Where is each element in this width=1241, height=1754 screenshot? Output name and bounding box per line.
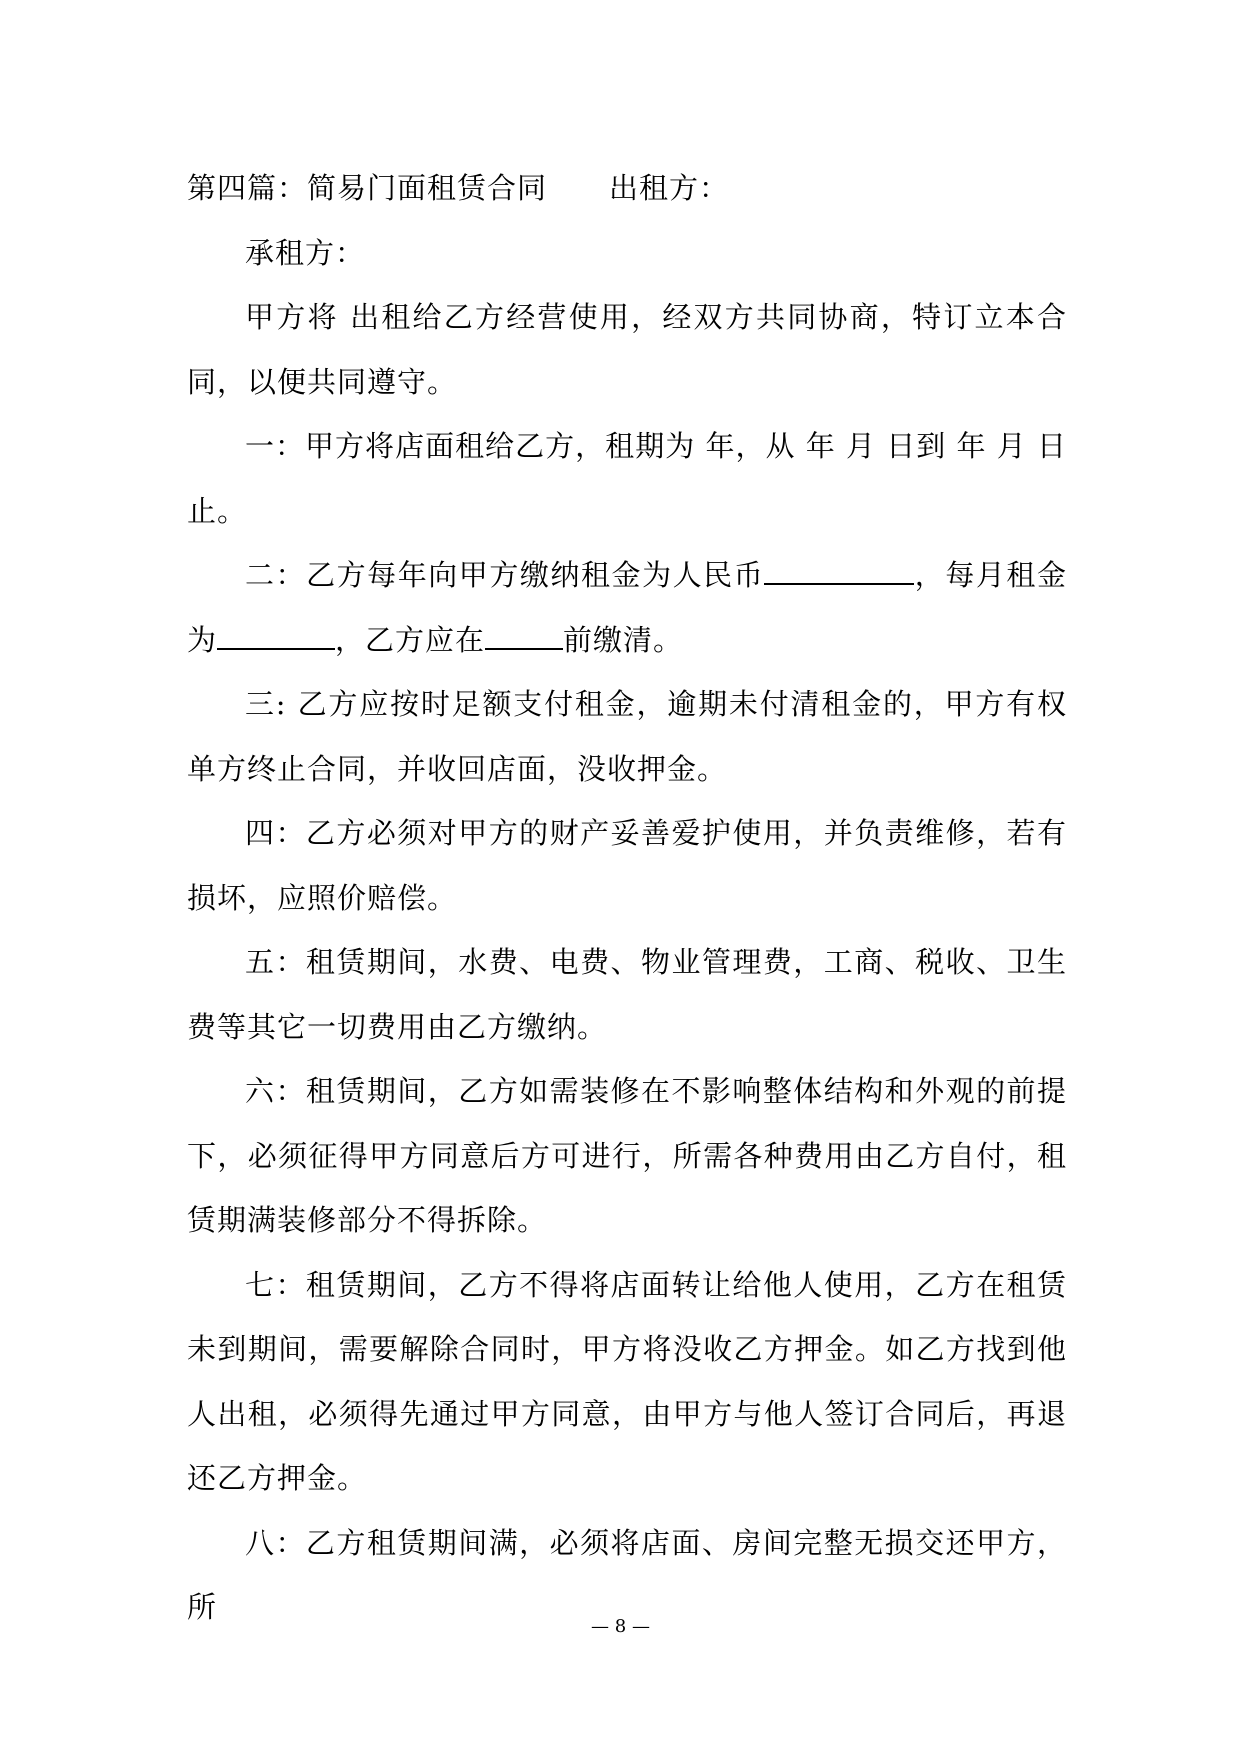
clause-4: 四：乙方必须对甲方的财产妥善爱护使用，并负责维修，若有损坏，应照价赔偿。 [187, 816, 1067, 915]
clause-6: 六：租赁期间，乙方如需装修在不影响整体结构和外观的前提下，必须征得甲方同意后方可进行，所需各种费用由乙方自付，租赁期满装修部分不得拆除。 [187, 1074, 1067, 1237]
lessor-label: 出租方： [609, 171, 730, 205]
annual-rent-blank[interactable] [764, 561, 914, 585]
clause-1: 一：甲方将店面租给乙方，租期为 年，从 年 月 日到 年 月 日止。 [187, 429, 1067, 528]
clause-2-part-1: 二：乙方每年向甲方缴纳租金为人民币 [245, 558, 765, 592]
title-line [187, 156, 1067, 221]
payment-date-blank[interactable] [485, 626, 563, 650]
clause-2-part-2: ，每月租金为 [187, 558, 1067, 657]
lessee-label: 承租方： [245, 235, 366, 270]
clause-2-part-4: 前缴清。 [563, 622, 684, 657]
intro-paragraph: 甲方将 出租给乙方经营使用，经双方共同协商，特订立本合同，以便共同遵守。 [187, 300, 1067, 399]
page-number: — 8 — [591, 1616, 650, 1637]
clause-3: 三: 乙方应按时足额支付租金，逾期未付清租金的，甲方有权单方终止合同，并收回店面，没收押金。 [187, 687, 1067, 786]
clause-5: 五：租赁期间，水费、电费、物业管理费，工商、税收、卫生费等其它一切费用由乙方缴纳。 [187, 945, 1067, 1044]
clause-2 [187, 543, 1067, 672]
document-heading: 第四篇：简易门面租赁合同 [187, 171, 548, 205]
clause-7: 七：租赁期间，乙方不得将店面转让给他人使用，乙方在租赁未到期间，需要解除合同时，甲方将没收乙方押金。如乙方找到他人出租，必须得先通过甲方同意，由甲方与他人签订合同后，再退还乙方押金。 [187, 1267, 1067, 1495]
clause-2-part-3: ，乙方应在 [335, 622, 486, 657]
clause-8: 八：乙方租赁期间满，必须将店面、房间完整无损交还甲方，所 [187, 1525, 1067, 1624]
monthly-rent-blank[interactable] [217, 626, 335, 650]
document-body [187, 156, 1067, 1640]
